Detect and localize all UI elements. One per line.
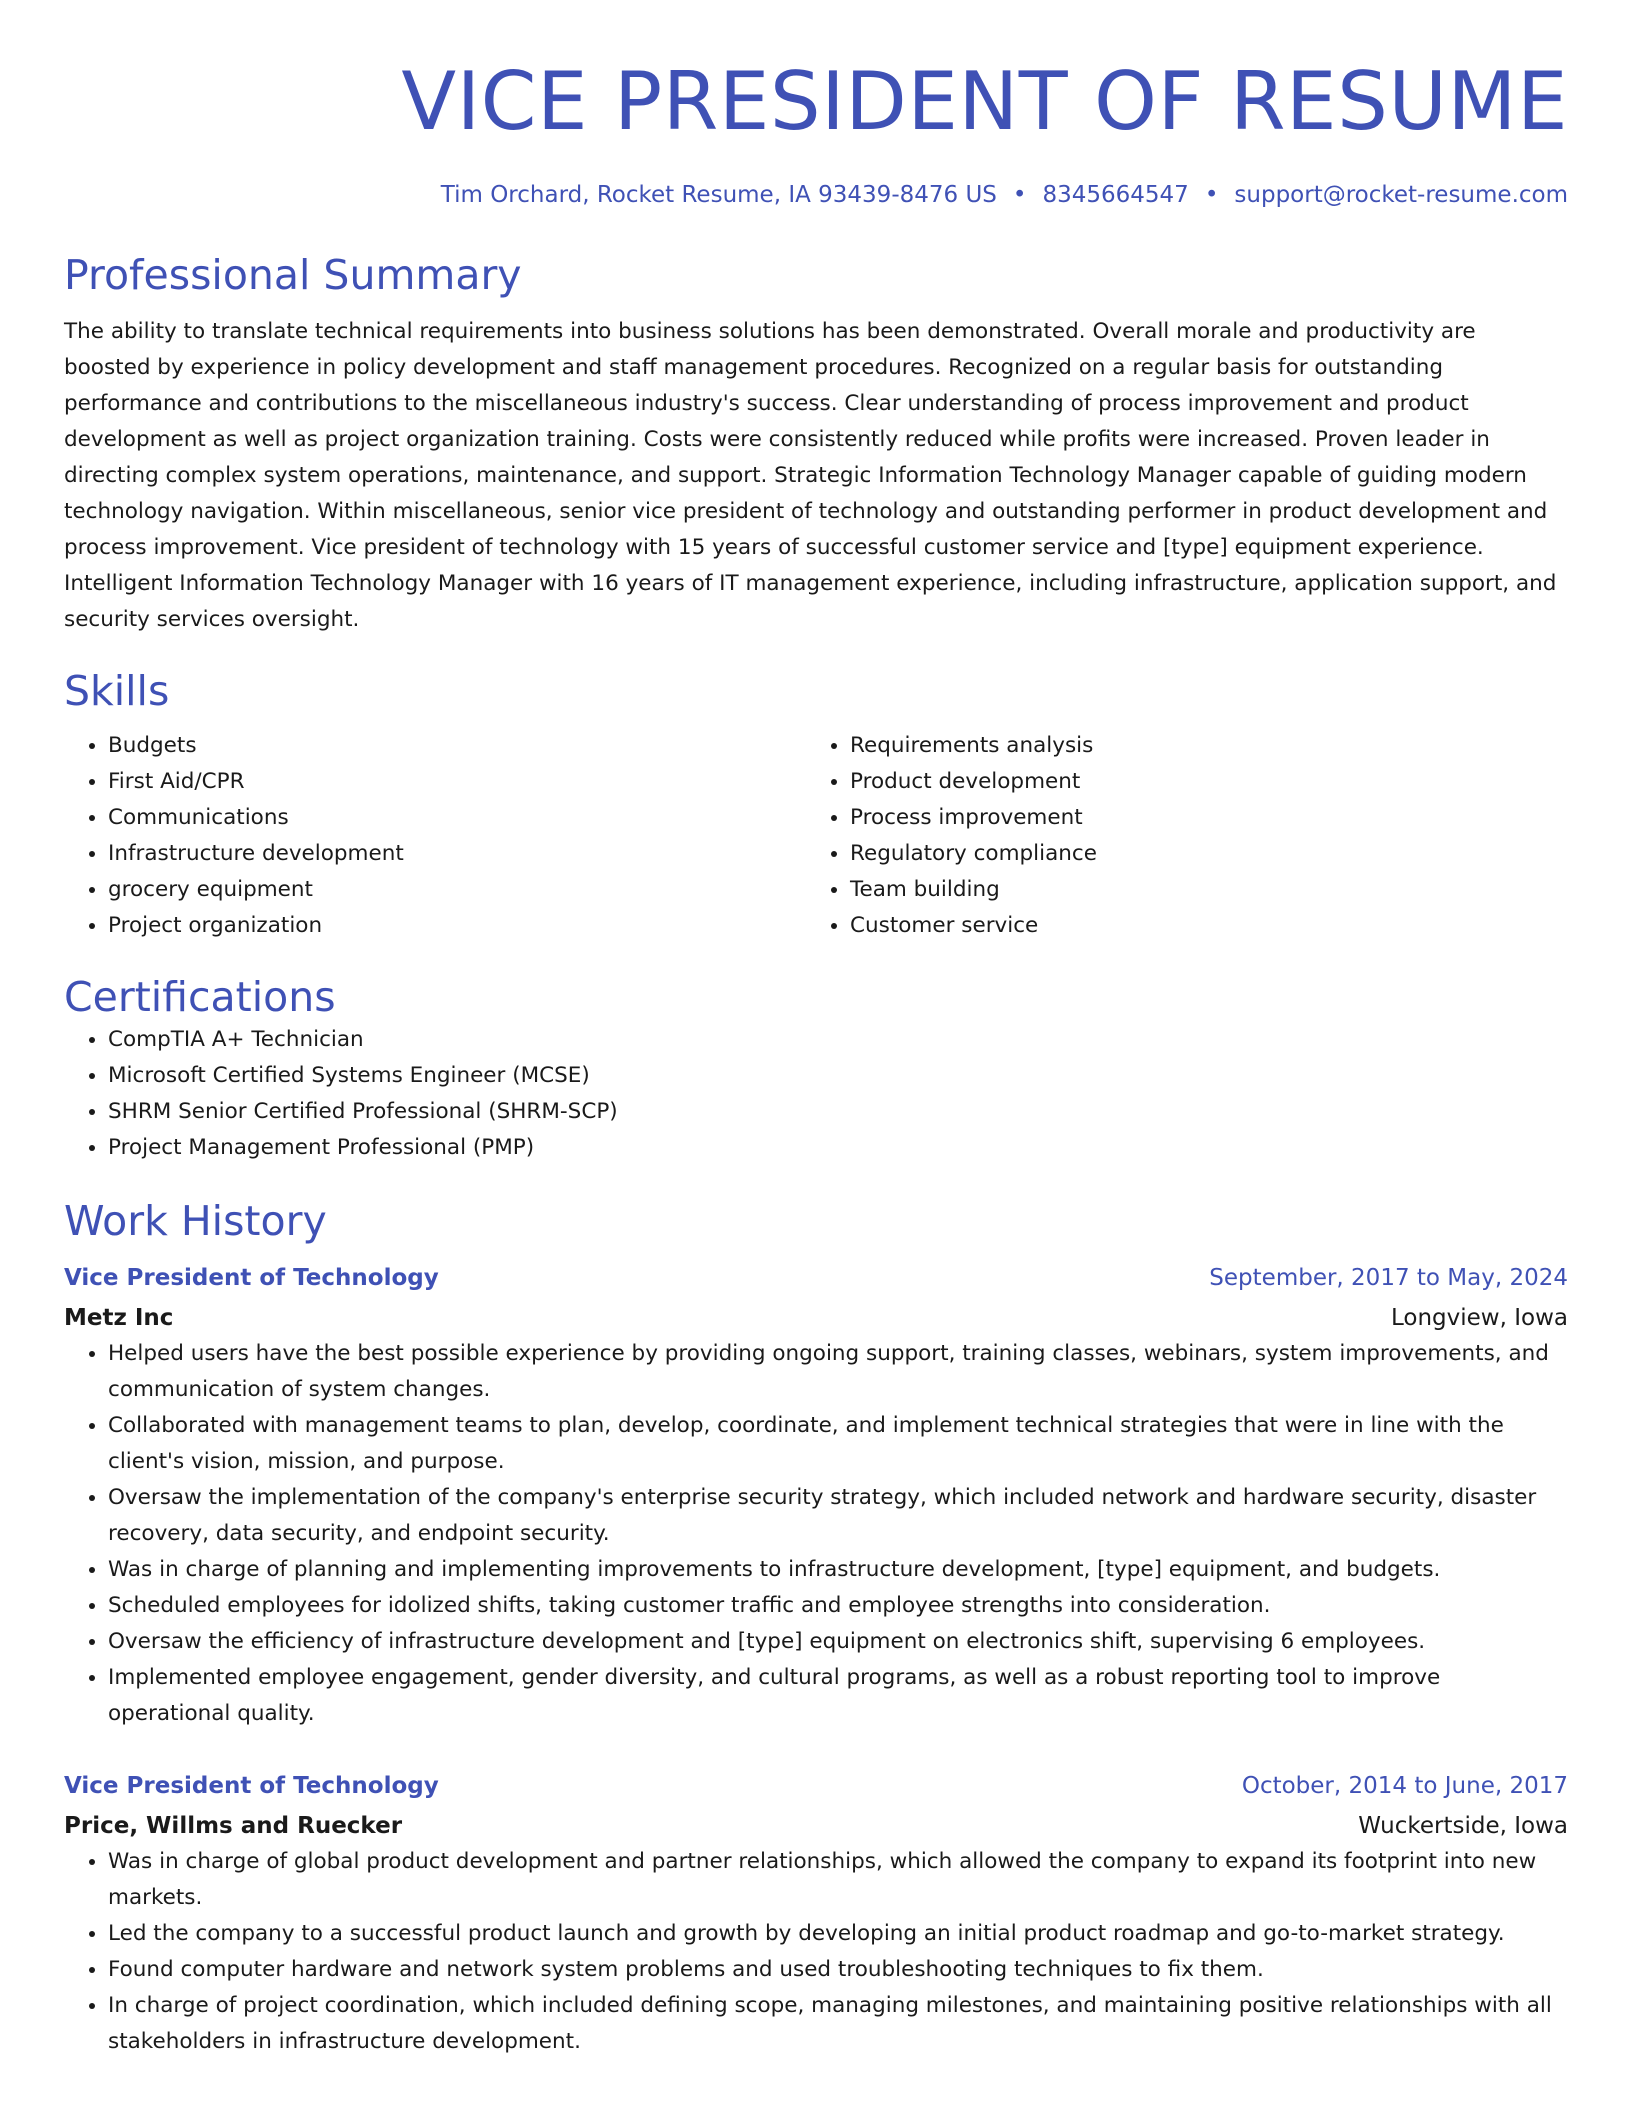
skill-item: • Communications	[108, 800, 806, 836]
skills-column-right	[806, 728, 1548, 944]
contact-email: support@rocket-resume.com	[1234, 182, 1568, 208]
skill-item: • Budgets	[108, 728, 806, 764]
certification-item: • Microsoft Certified Systems Engineer (MCSE)	[108, 1058, 1568, 1094]
skill-item: • grocery equipment	[108, 872, 806, 908]
job-dates: September, 2017 to May, 2024	[1209, 1265, 1568, 1291]
skill-item: • Process improvement	[850, 800, 1548, 836]
job-duty: • Implemented employee engagement, gender diversity, and cultural programs, as well as a robust reporting tool to improve operational quality.	[108, 1660, 1568, 1732]
skill-item: • Regulatory compliance	[850, 836, 1548, 872]
contact-separator: •	[1204, 182, 1219, 208]
certifications-heading: Certifications	[64, 973, 336, 1021]
job-duty: • Helped users have the best possible experience by providing ongoing support, training classes, webinars, system improvements, and communication of system changes.	[108, 1336, 1568, 1408]
contact-phone: 8345664547	[1042, 182, 1189, 208]
job-duty: • Oversaw the efficiency of infrastructure development and [type] equipment on electronics shift, supervising 6 employees.	[108, 1624, 1568, 1660]
job-location: Wuckertside, Iowa	[1358, 1813, 1568, 1839]
job-company: Price, Willms and Ruecker	[64, 1813, 403, 1839]
job-duty: • Led the company to a successful product launch and growth by developing an initial product roadmap and go-to-market strategy.	[108, 1916, 1568, 1952]
job-duty: • Found computer hardware and network system problems and used troubleshooting techniques to fix them.	[108, 1952, 1568, 1988]
job-dates: October, 2014 to June, 2017	[1241, 1773, 1568, 1799]
skill-item: • Product development	[850, 764, 1548, 800]
summary-text: The ability to translate technical requirements into business solutions has been demonstrated. Overall morale and productivity are boosted by experience in policy development and staff management procedures. Recognized on a regular basis for outstanding performance and contributions to the miscellaneous industry's success. Clear understanding of process improvement and product development as well as project organization training. Costs were consistently reduced while profits were increased. Proven leader in directing complex system operations, maintenance, and support. Strategic Information Technology Manager capable of guiding modern technology navigation. Within miscellaneous, senior vice president of technology and outstanding performer in product development and process improvement. Vice president of technology with 15 years of successful customer service and [type] equipment experience. Intelligent Information Technology Manager with 16 years of IT management experience, including infrastructure, application support, and security services oversight.	[64, 319, 1557, 632]
job-duties-list	[64, 1844, 1568, 2060]
skill-item: • Customer service	[850, 908, 1548, 944]
skill-item: • First Aid/CPR	[108, 764, 806, 800]
job-duty: • Oversaw the implementation of the company's enterprise security strategy, which included network and hardware security, disaster recovery, data security, and endpoint security.	[108, 1480, 1568, 1552]
resume-name: VICE PRESIDENT OF RESUME	[401, 55, 1568, 148]
certification-item: • Project Management Professional (PMP)	[108, 1130, 1568, 1166]
job-duty: • In charge of project coordination, which included defining scope, managing milestones, and maintaining positive relationships with all stakeholders in infrastructure development.	[108, 1988, 1568, 2060]
certification-item: • SHRM Senior Certified Professional (SHRM-SCP)	[108, 1094, 1568, 1130]
certification-item: • CompTIA A+ Technician	[108, 1022, 1568, 1058]
skills-list-right	[806, 728, 1548, 944]
job-header-row	[64, 1260, 1568, 1296]
job-duty: • Collaborated with management teams to plan, develop, coordinate, and implement technical strategies that were in line with the client's vision, mission, and purpose.	[108, 1408, 1568, 1480]
job-location: Longview, Iowa	[1390, 1305, 1568, 1331]
job-title: Vice President of Technology	[64, 1773, 439, 1799]
job-company-row	[64, 1296, 1568, 1336]
summary-heading: Professional Summary	[64, 251, 522, 299]
job-header-row	[64, 1768, 1568, 1804]
skill-item: • Project organization	[108, 908, 806, 944]
job-title: Vice President of Technology	[64, 1265, 439, 1291]
work-history-heading: Work History	[64, 1197, 327, 1245]
skill-item: • Requirements analysis	[850, 728, 1548, 764]
job-entry	[64, 1768, 1568, 2060]
contact-separator: •	[1012, 182, 1027, 208]
job-duty: • Was in charge of planning and implementing improvements to infrastructure development, [type] equipment, and budgets.	[108, 1552, 1568, 1588]
skills-heading: Skills	[64, 667, 170, 715]
skills-list-left	[64, 728, 806, 944]
skill-item: • Team building	[850, 872, 1548, 908]
contact-line	[64, 180, 1568, 210]
contact-address: Tim Orchard, Rocket Resume, IA 93439-8476 US	[440, 182, 997, 208]
skill-item: • Infrastructure development	[108, 836, 806, 872]
job-entry	[64, 1260, 1568, 1732]
job-duty: • Scheduled employees for idolized shifts, taking customer traffic and employee strengths into consideration.	[108, 1588, 1568, 1624]
job-company: Metz Inc	[64, 1305, 174, 1331]
job-duty: • Was in charge of global product development and partner relationships, which allowed the company to expand its footprint into new markets.	[108, 1844, 1568, 1916]
job-duties-list	[64, 1336, 1568, 1732]
skills-columns	[64, 728, 1568, 944]
job-company-row	[64, 1804, 1568, 1844]
skills-column-left	[64, 728, 806, 944]
certifications-list	[64, 1022, 1568, 1166]
